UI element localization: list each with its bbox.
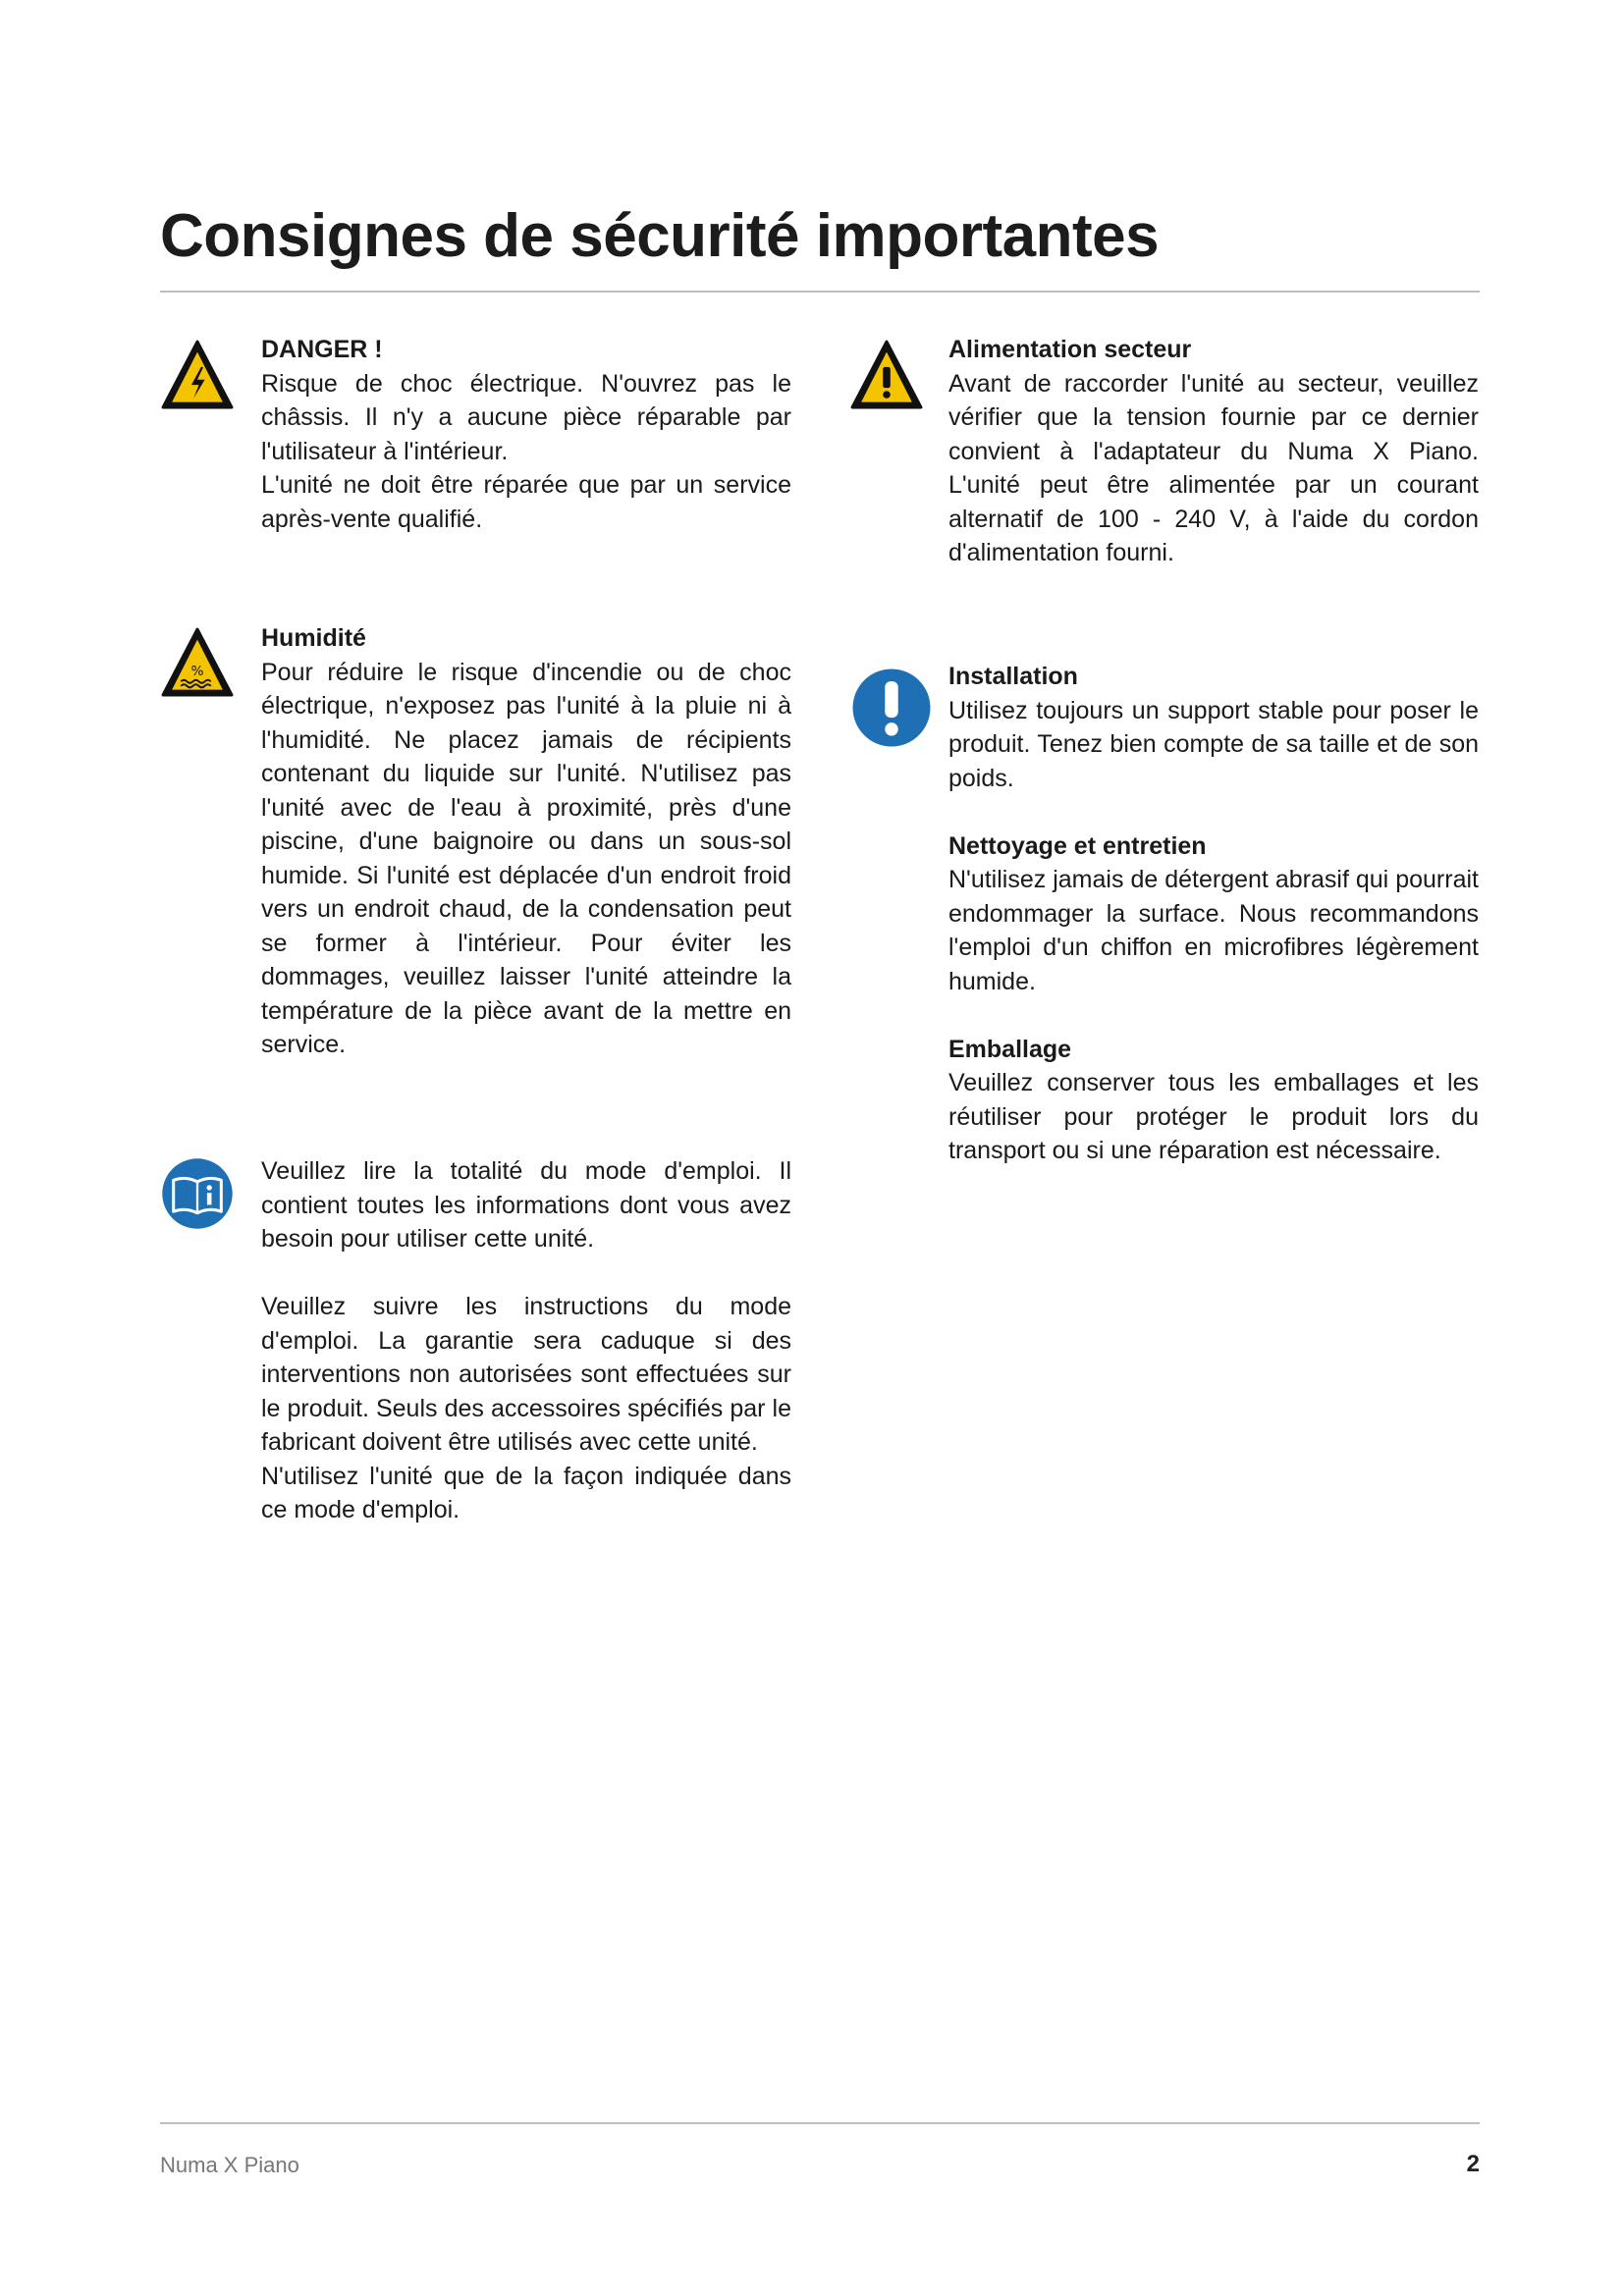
header-divider [160, 291, 1480, 293]
general-warning-icon [849, 339, 924, 413]
page-title: Consignes de sécurité importantes [160, 202, 1160, 270]
humidity-text: Pour réduire le risque d'incendie ou de choc électrique, n'exposez pas l'unité à la pluie ni à l'humidité. Ne placez jamais de récipients contenant du liquide sur l'unité. N'utilisez pas l'unité avec de l'eau à proximité, près d'une piscine, d'une baignoire ou dans un sous-sol humide. Si l'unité est déplacée d'un endroit froid vers un endroit chaud, de la condensation peut se former à l'intérieur. Pour éviter les dommages, veuillez laisser l'unité atteindre la température de la pièce avant de la mettre en service. [261, 658, 791, 1058]
humidity-hazard-icon [160, 626, 235, 701]
cleaning-text: N'utilisez jamais de détergent abrasif qui pourrait endommager la surface. Nous recommandons l'emploi d'un chiffon en microfibres légèrement humide. [948, 866, 1479, 995]
svg-text:%: % [190, 664, 204, 680]
power-heading: Alimentation secteur [948, 336, 1192, 363]
page-number: 2 [1466, 2151, 1480, 2177]
packaging-heading: Emballage [948, 1035, 1072, 1063]
cleaning-heading: Nettoyage et entretien [948, 831, 1207, 860]
humidity-heading: Humidité [261, 624, 366, 652]
power-section [948, 333, 1479, 570]
danger-section [261, 333, 791, 536]
manual-section [261, 1154, 791, 1527]
danger-heading: DANGER ! [261, 336, 383, 363]
read-manual-icon [160, 1156, 235, 1231]
manual-read-text: Veuillez lire la totalité du mode d'emploi. Il contient toutes les informations dont vous avez besoin pour utiliser cette unité. [261, 1157, 791, 1253]
humidity-section [261, 621, 791, 1062]
mandatory-action-icon [850, 667, 933, 749]
danger-text: Risque de choc électrique. N'ouvrez pas le châssis. Il n'y a aucune pièce réparable par l'utilisateur à l'intérieur. [261, 369, 791, 465]
manual-follow-text: Veuillez suivre les instructions du mode d'emploi. La garantie sera caduque si des interventions non autorisées sont effectuées sur le produit. Seuls des accessoires spécifiés par le fabricant doivent être utilisés avec cette unité. [261, 1293, 791, 1456]
packaging-text: Veuillez conserver tous les emballages et les réutiliser pour protéger le produit lors du transport ou si une réparation est nécessaire. [948, 1069, 1479, 1164]
manual-use-text: N'utilisez l'unité que de la façon indiquée dans ce mode d'emploi. [261, 1462, 791, 1523]
footer-product-name: Numa X Piano [160, 2153, 299, 2177]
installation-heading: Installation [948, 663, 1078, 690]
electric-hazard-icon [160, 339, 235, 413]
power-text: Avant de raccorder l'unité au secteur, veuillez vérifier que la tension fournie par ce dernier convient à l'adaptateur du Numa X Piano. L'unité peut être alimentée par un courant alternatif de 100 - 240 V, à l'aide du cordon d'alimentation fourni. [948, 369, 1479, 566]
danger-service-text: L'unité ne doit être réparée que par un service après-vente qualifié. [261, 471, 791, 533]
footer-divider [160, 2122, 1480, 2124]
installation-section [948, 660, 1479, 1168]
installation-text: Utilisez toujours un support stable pour poser le produit. Tenez bien compte de sa taille et de son poids. [948, 696, 1479, 792]
